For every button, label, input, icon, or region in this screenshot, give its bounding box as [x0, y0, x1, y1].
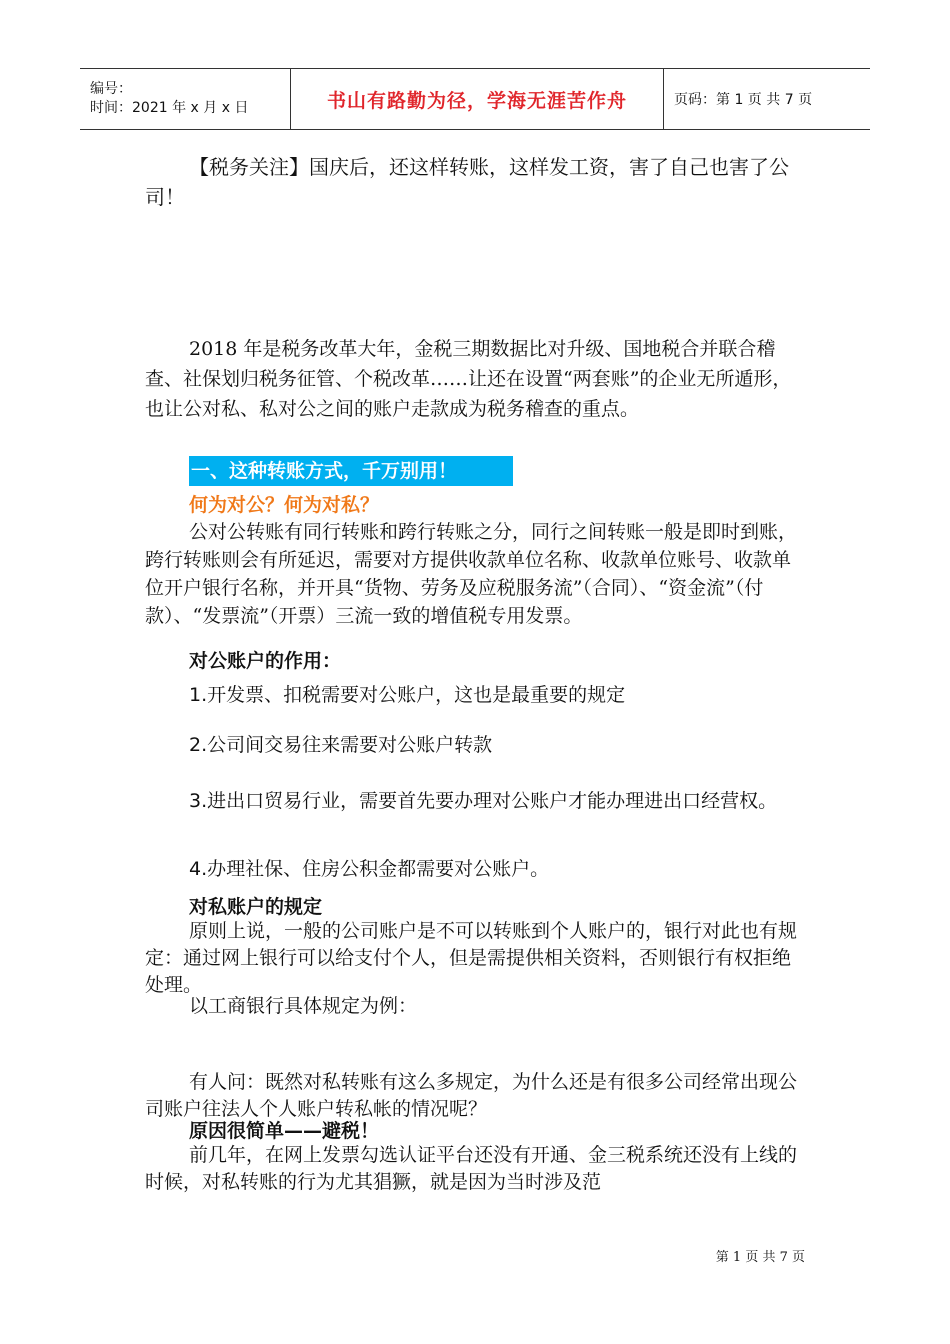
- footer-page-number: 第 1 页 共 7 页: [715, 1250, 805, 1265]
- history-paragraph: 前几年，在网上发票勾选认证平台还没有开通、金三税系统还没有上线的时候，对私转账的行为尤其猖獗，就是因为当时涉及范: [145, 1144, 798, 1193]
- time-label: 时间：2021 年 x 月 x 日: [90, 100, 249, 116]
- subheading-public-account-role: 对公账户的作用：: [189, 650, 342, 672]
- subheading-public-private: 何为对公？何为对私？: [189, 494, 380, 516]
- subheading-tax-avoidance: 原因很简单——避税！: [189, 1120, 380, 1142]
- header-motto: 书山有路勤为径，学海无涯苦作舟: [290, 69, 664, 129]
- number-label: 编号：: [90, 81, 132, 97]
- list-item-3: 3.进出口贸易行业，需要首先要办理对公账户才能办理进出口经营权。: [189, 790, 778, 812]
- list-item-4: 4.办理社保、住房公积金都需要对公账户。: [189, 858, 550, 880]
- icbc-example-paragraph: 以工商银行具体规定为例：: [189, 995, 418, 1017]
- header-page-label: 页码：第 1 页 共 7 页: [674, 92, 813, 108]
- header-meta: [80, 69, 290, 129]
- public-transfer-paragraph: 公对公转账有同行转账和跨行转账之分，同行之间转账一般是即时到账，跨行转账则会有所延迟，需要对方提供收款单位名称、收款单位账号、收款单位开户银行名称，并开具“货物、劳务及应税服务流”（合同）、“资金流”（付款）、“发票流”（开票）三流一致的增值税专用发票。: [145, 521, 798, 627]
- article-title: 【税务关注】国庆后，还这样转账，这样发工资，害了自己也害了公司！: [145, 155, 789, 209]
- private-account-paragraph: 原则上说，一般的公司账户是不可以转账到个人账户的，银行对此也有规定：通过网上银行可以给支付个人，但是需提供相关资料，否则银行有权拒绝处理。: [145, 920, 798, 996]
- question-paragraph: 有人问：既然对私转账有这么多规定，为什么还是有很多公司经常出现公司账户往法人个人账户转私帐的情况呢？: [145, 1071, 798, 1120]
- list-item-1: 1.开发票、扣税需要对公账户，这也是最重要的规定: [189, 684, 626, 706]
- section-heading: 一、这种转账方式，千万别用！: [189, 456, 513, 486]
- intro-paragraph: 2018 年是税务改革大年，金税三期数据比对升级、国地税合并联合稽查、社保划归税务征管、个税改革……让还在设置“两套账”的企业无所遁形，也让公对私、私对公之间的账户走款成为税务稽查的重点。: [145, 338, 792, 420]
- header-table: [80, 68, 870, 130]
- list-item-2: 2.公司间交易往来需要对公账户转款: [189, 734, 493, 756]
- subheading-private-account-rules: 对私账户的规定: [189, 896, 323, 918]
